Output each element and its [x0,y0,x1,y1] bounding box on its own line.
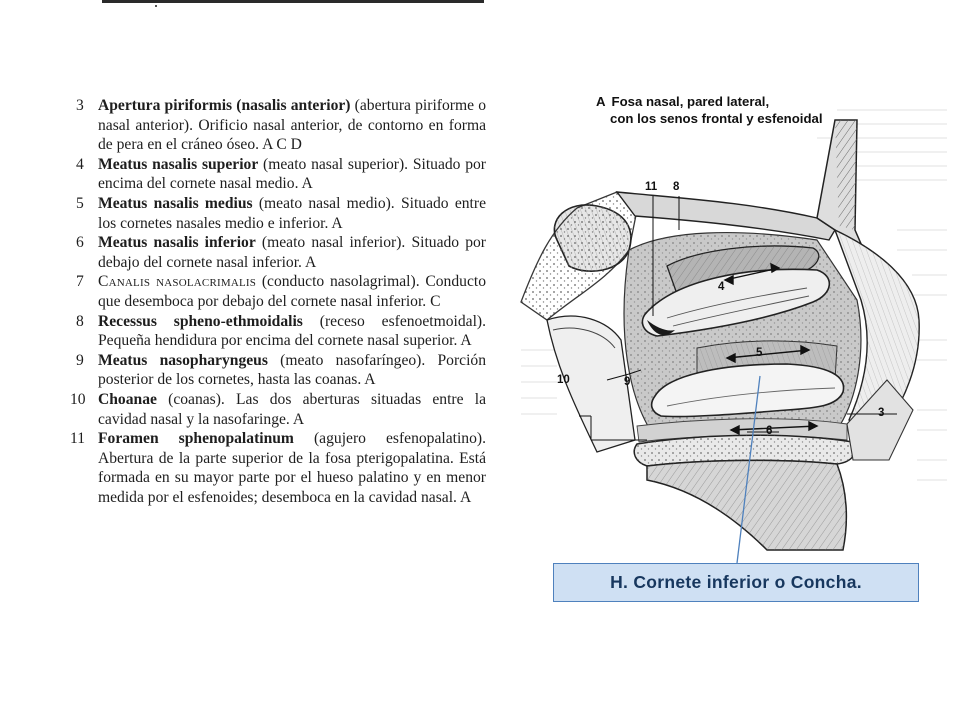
entry-term: Canalis nasolacrimalis [98,273,257,291]
glossary-entry [76,233,486,272]
entry-body [98,390,486,429]
caption-box [553,563,919,602]
entry-number: 9 [76,351,84,369]
glossary-entry [76,272,486,311]
entry-description: (meato nasal inferior). Situado por debajo del cornete nasal inferior. A [98,234,487,271]
entry-term: Choanae [98,390,157,408]
entry-description: (coanas). Las dos aberturas situadas entre la cavidad nasal y la nasofaringe. A [98,390,486,428]
glossary-entry [70,429,486,507]
entry-number: 7 [76,273,84,291]
entry-term: Foramen sphenopalatinum [98,430,294,448]
entry-number: 11 [70,430,86,448]
figure-letter: A [596,94,606,109]
callout-3: 3 [878,407,885,419]
figure-title-line1: Fosa nasal, pared lateral, [611,94,770,109]
entry-body [98,351,486,390]
callout-10: 10 [557,374,570,386]
nasal-cavity-illustration [517,80,957,560]
page-mark [155,5,157,7]
figure-title [596,93,823,127]
entry-description: (agujero esfenopalatino). Abertura de la parte superior de la fosa pterigopalatina. Está formada en su mayor parte por el hueso palatino y en menor medida por el esfenoides; desemboca en la cavidad nasal. A [98,430,486,506]
callout-6: 6 [766,425,773,437]
glossary-entry [76,351,486,390]
entry-description: (receso esfenoetmoidal). Pequeña hendidura por encima del cornete nasal superior. A [98,312,486,350]
callout-5: 5 [756,347,763,359]
glossary-entry [76,194,486,233]
callout-11: 11 [645,181,658,193]
entry-number: 5 [76,194,84,212]
entry-body [98,312,486,351]
entry-body [98,429,486,507]
callout-9: 9 [624,376,631,388]
entry-body [98,96,486,155]
nasal-bone [521,192,637,320]
entry-body [98,194,486,233]
glossary-list [70,96,487,507]
entry-body [98,233,486,272]
entry-description: (meato nasofaríngeo). Porción posterior de los cornetes, hasta las coanas. A [98,351,486,389]
glossary-entry [76,312,486,351]
glossary-entry [76,96,486,155]
figure-title-line2: con los senos frontal y esfenoidal [610,111,823,126]
entry-description: (meato nasal medio). Situado entre los cornetes nasales medio e inferior. A [98,194,486,232]
glossary-entry [76,155,486,194]
glossary-entry [70,390,486,429]
entry-term: Recessus spheno-ethmoidalis [98,312,303,330]
entry-description: (meato nasal superior). Situado por encima del cornete nasal medio. A [98,155,487,193]
entry-term: Meatus nasalis medius [98,194,253,212]
caption-text: H. Cornete inferior o Concha. [610,572,862,592]
entry-term: Meatus nasalis superior [98,155,259,173]
callout-4: 4 [718,281,725,293]
entry-body [98,155,486,194]
entry-body [98,272,486,311]
entry-number: 3 [76,97,84,114]
entry-description: (abertura piriforme o nasal anterior). Orificio nasal anterior, de contorno en forma de pera en el cráneo óseo. A C D [98,97,486,154]
entry-description: (conducto nasolagrimal). Conducto que desemboca por debajo del cornete nasal inferior. C [98,273,486,310]
entry-number: 6 [76,234,84,252]
entry-number: 8 [76,312,84,330]
entry-term: Meatus nasopharyngeus [98,351,268,369]
callout-8: 8 [673,181,680,193]
entry-term: Apertura piriformis (nasalis anterior) [98,97,351,114]
top-rule [102,0,484,3]
entry-number: 4 [76,155,84,173]
entry-number: 10 [70,390,86,408]
entry-term: Meatus nasalis inferior [98,234,256,252]
